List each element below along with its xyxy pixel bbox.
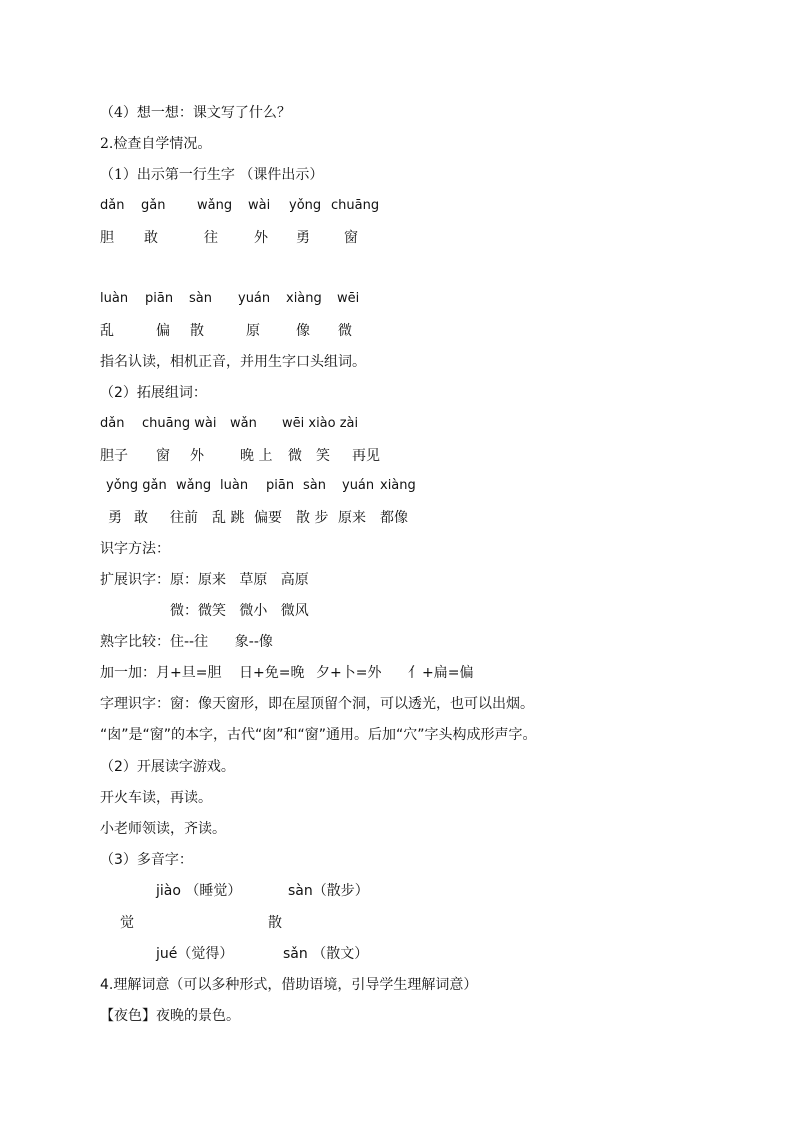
understand-meaning-heading: 4.理解词意（可以多种形式，借助语境，引导学生理解词意） xyxy=(100,977,478,993)
character: 胆 xyxy=(100,230,114,246)
definition-yese: 【夜色】夜晚的景色。 xyxy=(100,1008,240,1024)
section-check-heading: 2.检查自学情况。 xyxy=(100,136,212,152)
pinyin: wǎng xyxy=(197,198,233,213)
word: 窗 xyxy=(156,448,170,464)
word: 原来 xyxy=(338,510,366,526)
polyphone-upper-row xyxy=(100,881,369,901)
character: 散 xyxy=(190,323,204,339)
character: 微 xyxy=(338,323,352,339)
word: 晚 上 xyxy=(240,448,273,464)
char-row-1 xyxy=(100,228,358,248)
pinyin: wài xyxy=(248,198,271,213)
polyphone-heading: （3）多音字： xyxy=(100,852,193,868)
pinyin: chuāng xyxy=(331,198,380,213)
train-reading-line: 开火车读，再读。 xyxy=(100,790,212,806)
character: 往 xyxy=(204,230,218,246)
word: 外 xyxy=(190,448,204,464)
character: 窗 xyxy=(344,230,358,246)
expand-words-heading: （2）拓展组词： xyxy=(100,385,207,401)
pinyin: gǎn xyxy=(141,198,166,213)
add-item: 日+免=晚 xyxy=(239,665,305,681)
pinyin: wǎng xyxy=(176,478,212,493)
pinyin: wēi xyxy=(337,291,360,306)
word: 勇 xyxy=(108,510,122,526)
word: 散 步 xyxy=(296,510,329,526)
word: 往前 xyxy=(170,510,198,526)
polyphone-lower-row xyxy=(100,944,369,964)
pinyin: dǎn xyxy=(100,416,125,431)
polyphone-reading: sǎn （散文） xyxy=(283,946,369,962)
character: 像 xyxy=(296,323,310,339)
character: 原 xyxy=(246,323,260,339)
method-heading: 识字方法： xyxy=(100,541,170,557)
pinyin: xiàng xyxy=(286,291,322,306)
pinyin: yǒng xyxy=(289,198,322,213)
pinyin: piān xyxy=(145,291,174,306)
polyphone-char: 觉 xyxy=(120,915,134,931)
word: 再见 xyxy=(352,448,380,464)
pinyin: yǒng gǎn xyxy=(106,478,167,493)
char-row-2 xyxy=(100,321,352,341)
expand-recognition-line: 扩展识字：原：原来 草原 高原 xyxy=(100,572,309,588)
polyphone-reading: sàn（散步） xyxy=(288,883,369,899)
character: 偏 xyxy=(156,323,170,339)
pinyin: wǎn xyxy=(230,416,257,431)
pinyin: chuāng wài xyxy=(142,416,217,431)
polyphone-reading: jué（觉得） xyxy=(156,946,234,962)
pinyin: wēi xiào zài xyxy=(282,416,359,431)
word: 敢 xyxy=(134,510,148,526)
word: 都像 xyxy=(380,510,408,526)
character-origin-line: 字理识字：窗：像天窗形，即在屋顶留个洞，可以透光，也可以出烟。 xyxy=(100,696,534,712)
pinyin-row-2 xyxy=(100,289,360,309)
pinyin-row-1 xyxy=(100,196,380,216)
pinyin: luàn xyxy=(220,478,249,493)
pinyin: dǎn xyxy=(100,198,125,213)
pinyin: xiàng xyxy=(380,478,416,493)
word-row-3 xyxy=(100,446,380,466)
little-teacher-line: 小老师领读，齐读。 xyxy=(100,821,226,837)
character: 勇 xyxy=(296,230,310,246)
game-heading: （2）开展读字游戏。 xyxy=(100,759,235,775)
step-think-line: （4）想一想：课文写了什么？ xyxy=(100,105,291,121)
word: 笑 xyxy=(316,448,330,464)
add-item: 夕+卜=外 xyxy=(316,665,382,681)
read-and-correct-line: 指名认读，相机正音，并用生字口头组词。 xyxy=(100,354,366,370)
pinyin: piān xyxy=(266,478,295,493)
show-first-row-line: （1）出示第一行生字 （课件出示） xyxy=(100,167,324,183)
word-row-4 xyxy=(100,508,408,528)
word: 偏要 xyxy=(254,510,282,526)
word: 微 xyxy=(288,448,302,464)
character: 外 xyxy=(254,230,268,246)
pinyin-row-4 xyxy=(100,476,416,496)
pinyin: luàn xyxy=(100,291,129,306)
word: 乱 跳 xyxy=(212,510,245,526)
polyphone-reading: jiào （睡觉） xyxy=(156,883,242,899)
word: 胆子 xyxy=(100,448,128,464)
chuang-explanation-line: “囱”是“窗”的本字，古代“囱”和“窗”通用。后加“穴”字头构成形声字。 xyxy=(100,727,537,743)
wei-expansion-line: 微：微笑 微小 微风 xyxy=(170,603,309,619)
polyphone-char: 散 xyxy=(268,915,282,931)
compare-line: 熟字比较：住--往 象--像 xyxy=(100,634,273,650)
pinyin: yuán xyxy=(342,478,375,493)
polyphone-char-row xyxy=(100,913,282,933)
pinyin: yuán xyxy=(238,291,271,306)
add-item: 加一加：月+旦=胆 xyxy=(100,665,222,681)
pinyin: sàn xyxy=(303,478,326,493)
pinyin: sàn xyxy=(189,291,212,306)
character: 敢 xyxy=(144,230,158,246)
character: 乱 xyxy=(100,323,114,339)
add-together-line xyxy=(100,663,474,683)
add-item: 亻+扁=偏 xyxy=(408,665,474,681)
pinyin-row-3 xyxy=(100,414,359,434)
